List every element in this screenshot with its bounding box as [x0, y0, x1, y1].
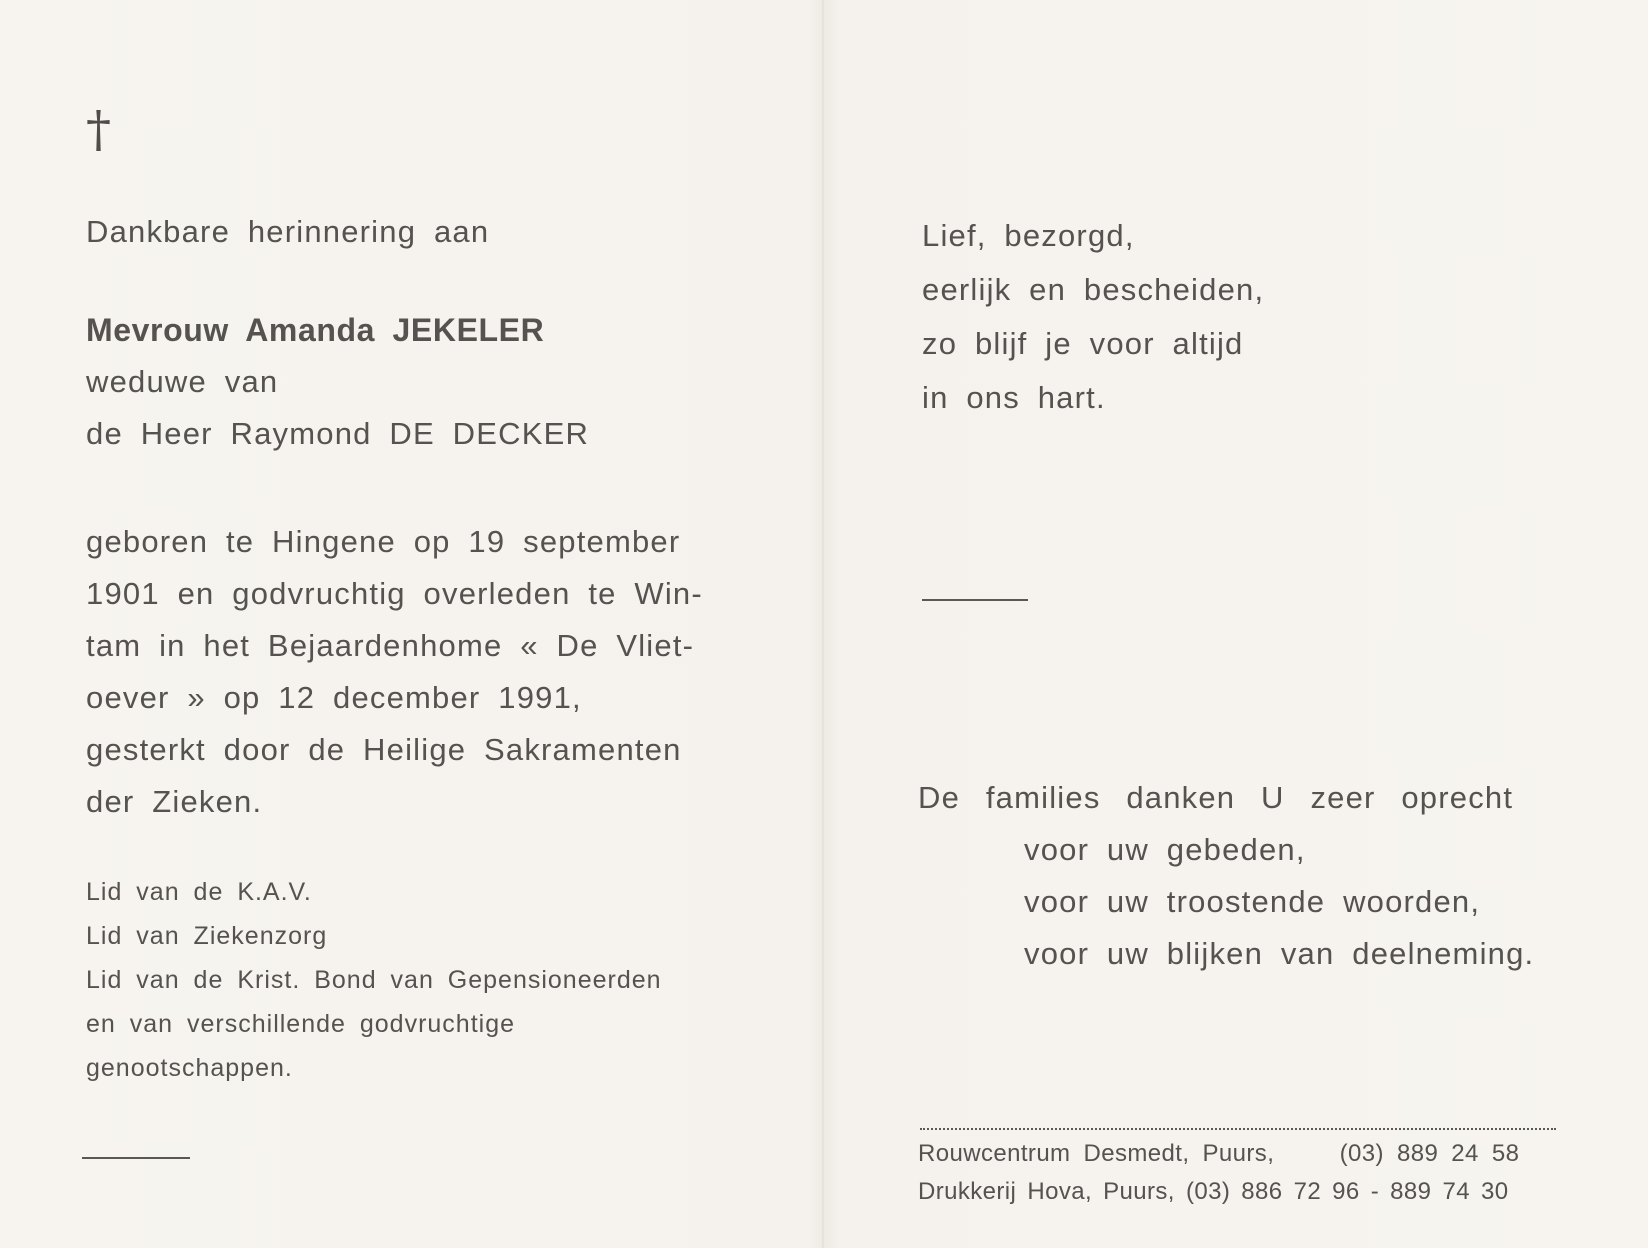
bio-line: oever » op 12 december 1991, [86, 680, 582, 715]
thanks-line: voor uw blijken van deelneming. [1024, 936, 1535, 971]
deceased-name: Mevrouw Amanda JEKELER [86, 312, 545, 348]
footer-dotted-rule [920, 1128, 1556, 1130]
membership-line: genootschappen. [86, 1054, 293, 1082]
cross-icon: † [86, 100, 111, 158]
thanks-line: voor uw troostende woorden, [1024, 884, 1481, 919]
membership-line: Lid van Ziekenzorg [86, 922, 328, 950]
left-divider [82, 1157, 190, 1159]
husband-line: de Heer Raymond DE DECKER [86, 416, 590, 451]
poem-line: in ons hart. [922, 380, 1106, 415]
widow-of-line: weduwe van [86, 364, 279, 399]
membership-line: en van verschillende godvruchtige [86, 1010, 516, 1038]
poem-line: Lief, bezorgd, [922, 218, 1135, 253]
footer-printer: Drukkerij Hova, Puurs, (03) 886 72 96 - 889 74 30 [918, 1178, 1509, 1205]
bio-line: 1901 en godvruchtig overleden te Win- [86, 576, 703, 611]
poem-line: zo blijf je voor altijd [922, 326, 1244, 361]
bio-line: der Zieken. [86, 784, 263, 819]
right-divider [922, 599, 1028, 601]
card-fold [822, 0, 824, 1248]
membership-line: Lid van de K.A.V. [86, 878, 312, 906]
intro-line: Dankbare herinnering aan [86, 214, 490, 249]
bio-line: gesterkt door de Heilige Sakramenten [86, 732, 682, 767]
footer-undertaker: Rouwcentrum Desmedt, Puurs, (03) 889 24 58 [918, 1140, 1520, 1167]
thanks-intro: De families danken U zeer oprecht [918, 780, 1514, 815]
bio-line: geboren te Hingene op 19 september [86, 524, 681, 559]
poem-line: eerlijk en bescheiden, [922, 272, 1265, 307]
thanks-line: voor uw gebeden, [1024, 832, 1306, 867]
bio-line: tam in het Bejaardenhome « De Vliet- [86, 628, 695, 663]
membership-line: Lid van de Krist. Bond van Gepensioneerden [86, 966, 662, 994]
